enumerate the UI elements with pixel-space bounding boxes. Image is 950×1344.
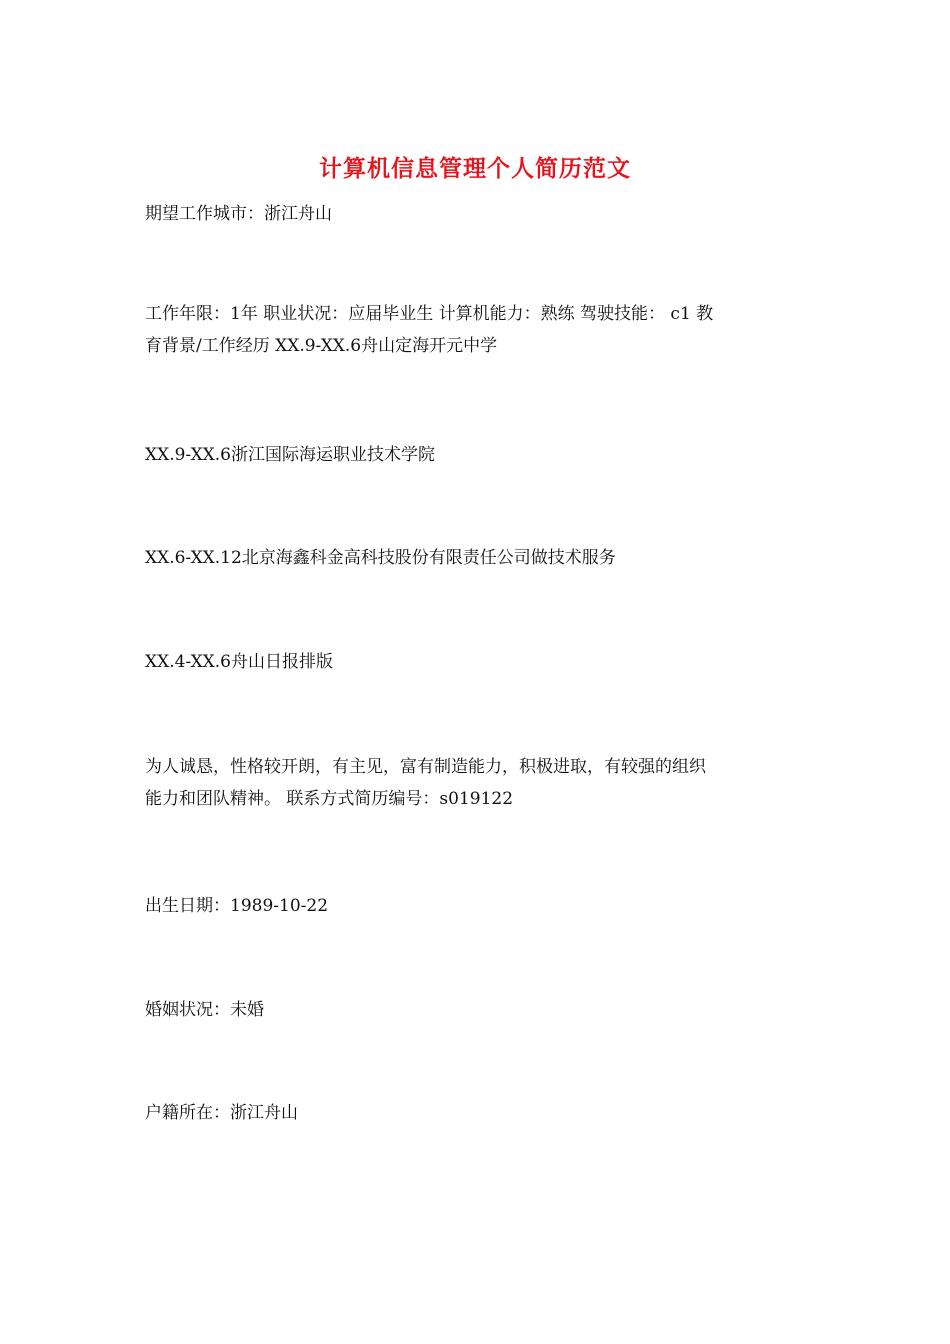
paragraph-line: 户籍所在：浙江舟山 [145,1103,298,1123]
paragraph-line: 能力和团队精神。 联系方式简历编号：s019122 [145,789,514,809]
paragraph-household-registration [145,1097,815,1129]
paragraph-education-college [145,439,815,471]
paragraph-line: 工作年限：1年 职业状况：应届毕业生 计算机能力：熟练 驾驶技能： c1 教 [145,304,714,324]
paragraph-line: 为人诚恳，性格较开朗，有主见，富有制造能力，积极进取，有较强的组织 [145,757,706,777]
paragraph-self-evaluation [145,751,815,815]
paragraph-line: 育背景/工作经历 XX.9-XX.6舟山定海开元中学 [145,336,498,356]
paragraph-line: XX.6-XX.12北京海鑫科金高科技股份有限责任公司做技术服务 [145,548,616,568]
paragraph-line: XX.9-XX.6浙江国际海运职业技术学院 [145,445,435,465]
paragraph-marital-status [145,994,815,1026]
paragraph-expected-city [145,198,815,230]
document-title: 计算机信息管理个人简历范文 [319,155,631,182]
paragraph-birth-date [145,890,815,922]
paragraph-line: 期望工作城市：浙江舟山 [145,204,332,224]
paragraph-experience-newspaper [145,646,815,678]
paragraph-work-education [145,298,815,362]
paragraph-experience-beijing [145,542,815,574]
paragraph-line: XX.4-XX.6舟山日报排版 [145,652,333,672]
paragraph-line: 出生日期：1989-10-22 [145,896,329,916]
paragraph-line: 婚姻状况：未婚 [145,1000,264,1020]
